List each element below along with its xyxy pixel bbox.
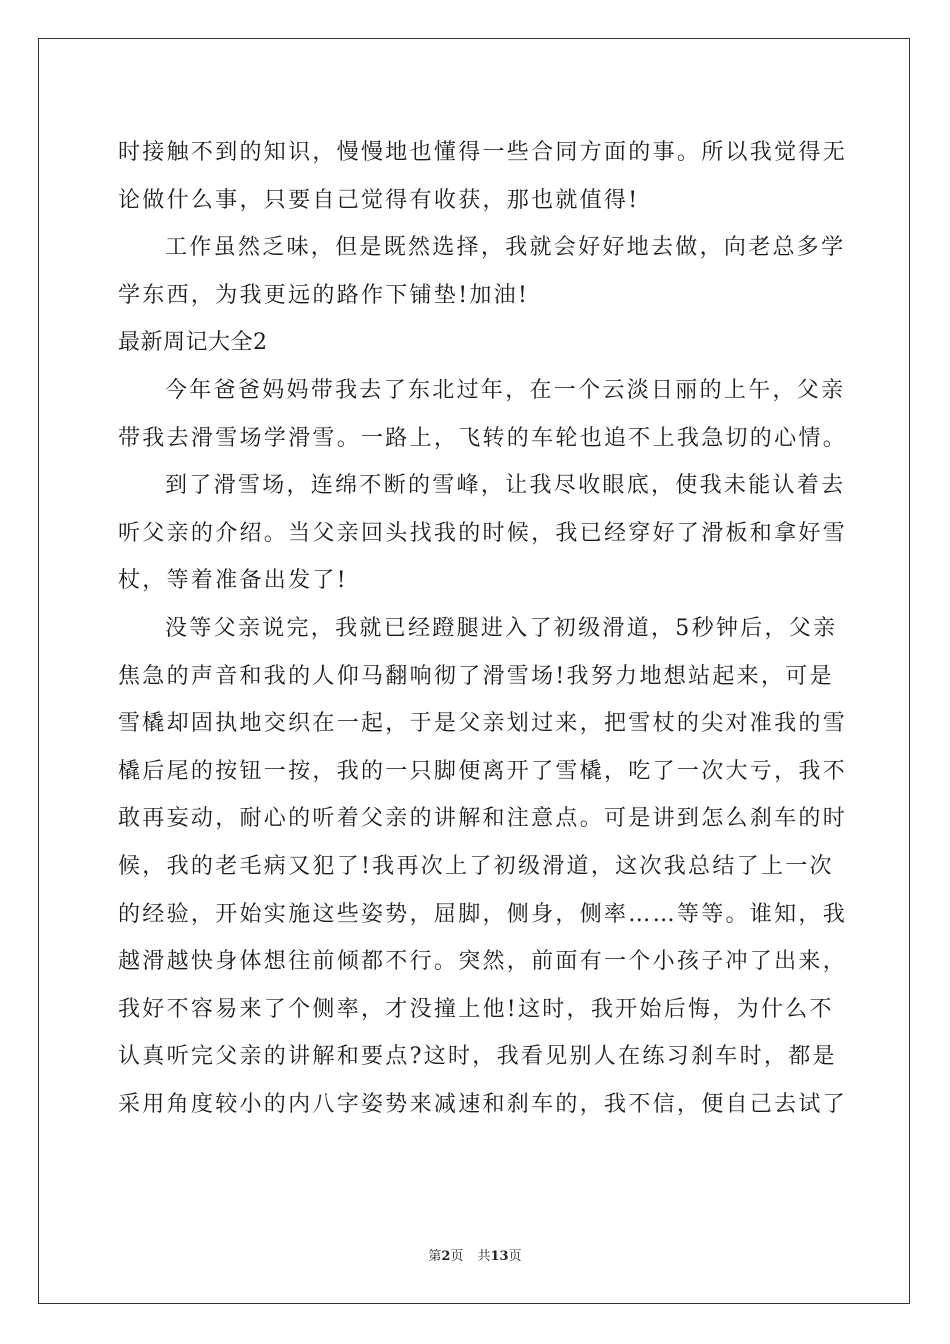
text-line: 采用角度较小的内八字姿势来减速和刹车的，我不信，便自己去试了 — [118, 1091, 848, 1117]
page-suffix: 页 — [450, 1249, 464, 1264]
text-line: 敢再妄动，耐心的听着父亲的讲解和注意点。可是讲到怎么刹车的时 — [118, 806, 848, 832]
paragraph-first-line: 到了滑雪场，连绵不断的雪峰，让我尽收眼底，使我未能认着去 — [165, 473, 846, 499]
text-line: 橇后尾的按钮一按，我的一只脚便离开了雪橇，吃了一次大亏，我不 — [118, 758, 848, 784]
text-line: 焦急的声音和我的人仰马翻响彻了滑雪场!我努力地想站起来，可是 — [118, 663, 834, 689]
text-line: 的经验，开始实施这些姿势，屈脚，侧身，侧率……等等。谁知，我 — [118, 901, 848, 927]
page-prefix: 第 — [428, 1249, 442, 1264]
text-line: 学东西，为我更远的路作下铺垫!加油! — [118, 282, 530, 308]
total-pages: 13 — [490, 1249, 509, 1264]
section-heading: 最新周记大全2 — [118, 330, 268, 356]
text-line: 听父亲的介绍。当父亲回头找我的时候，我已经穿好了滑板和拿好雪 — [118, 520, 848, 546]
text-line: 越滑越快身体想往前倾都不行。突然，前面有一个小孩子冲了出来， — [118, 949, 848, 975]
text-line: 带我去滑雪场学滑雪。一路上，飞转的车轮也追不上我急切的心情。 — [118, 425, 848, 451]
text-line: 论做什么事，只要自己觉得有收获，那也就值得! — [118, 187, 640, 213]
text-line: 我好不容易来了个侧率，才没撞上他!这时，我开始后悔，为什么不 — [118, 996, 834, 1022]
total-suffix: 页 — [508, 1249, 522, 1264]
paragraph-first-line: 今年爸爸妈妈带我去了东北过年，在一个云淡日丽的上午，父亲 — [165, 377, 846, 403]
text-line: 雪橇却固执地交织在一起，于是父亲划过来，把雪杖的尖对准我的雪 — [118, 711, 848, 737]
document-body — [118, 129, 848, 1128]
paragraph-first-line: 没等父亲说完，我就已经蹬腿进入了初级滑道，5秒钟后，父亲 — [165, 615, 838, 641]
page-number: 2 — [441, 1249, 451, 1264]
total-prefix: 共 — [477, 1249, 491, 1264]
text-line: 认真听完父亲的讲解和要点?这时，我看见别人在练习刹车时，都是 — [118, 1044, 837, 1070]
page-footer — [0, 1248, 950, 1266]
text-line: 杖，等着准备出发了! — [118, 568, 348, 594]
text-line: 时接触不到的知识，慢慢地也懂得一些合同方面的事。所以我觉得无 — [118, 140, 848, 165]
text-line: 候，我的老毛病又犯了!我再次上了初级滑道，这次我总结了上一次 — [118, 853, 834, 879]
paragraph-first-line: 工作虽然乏味，但是既然选择，我就会好好地去做，向老总多学 — [165, 235, 846, 261]
